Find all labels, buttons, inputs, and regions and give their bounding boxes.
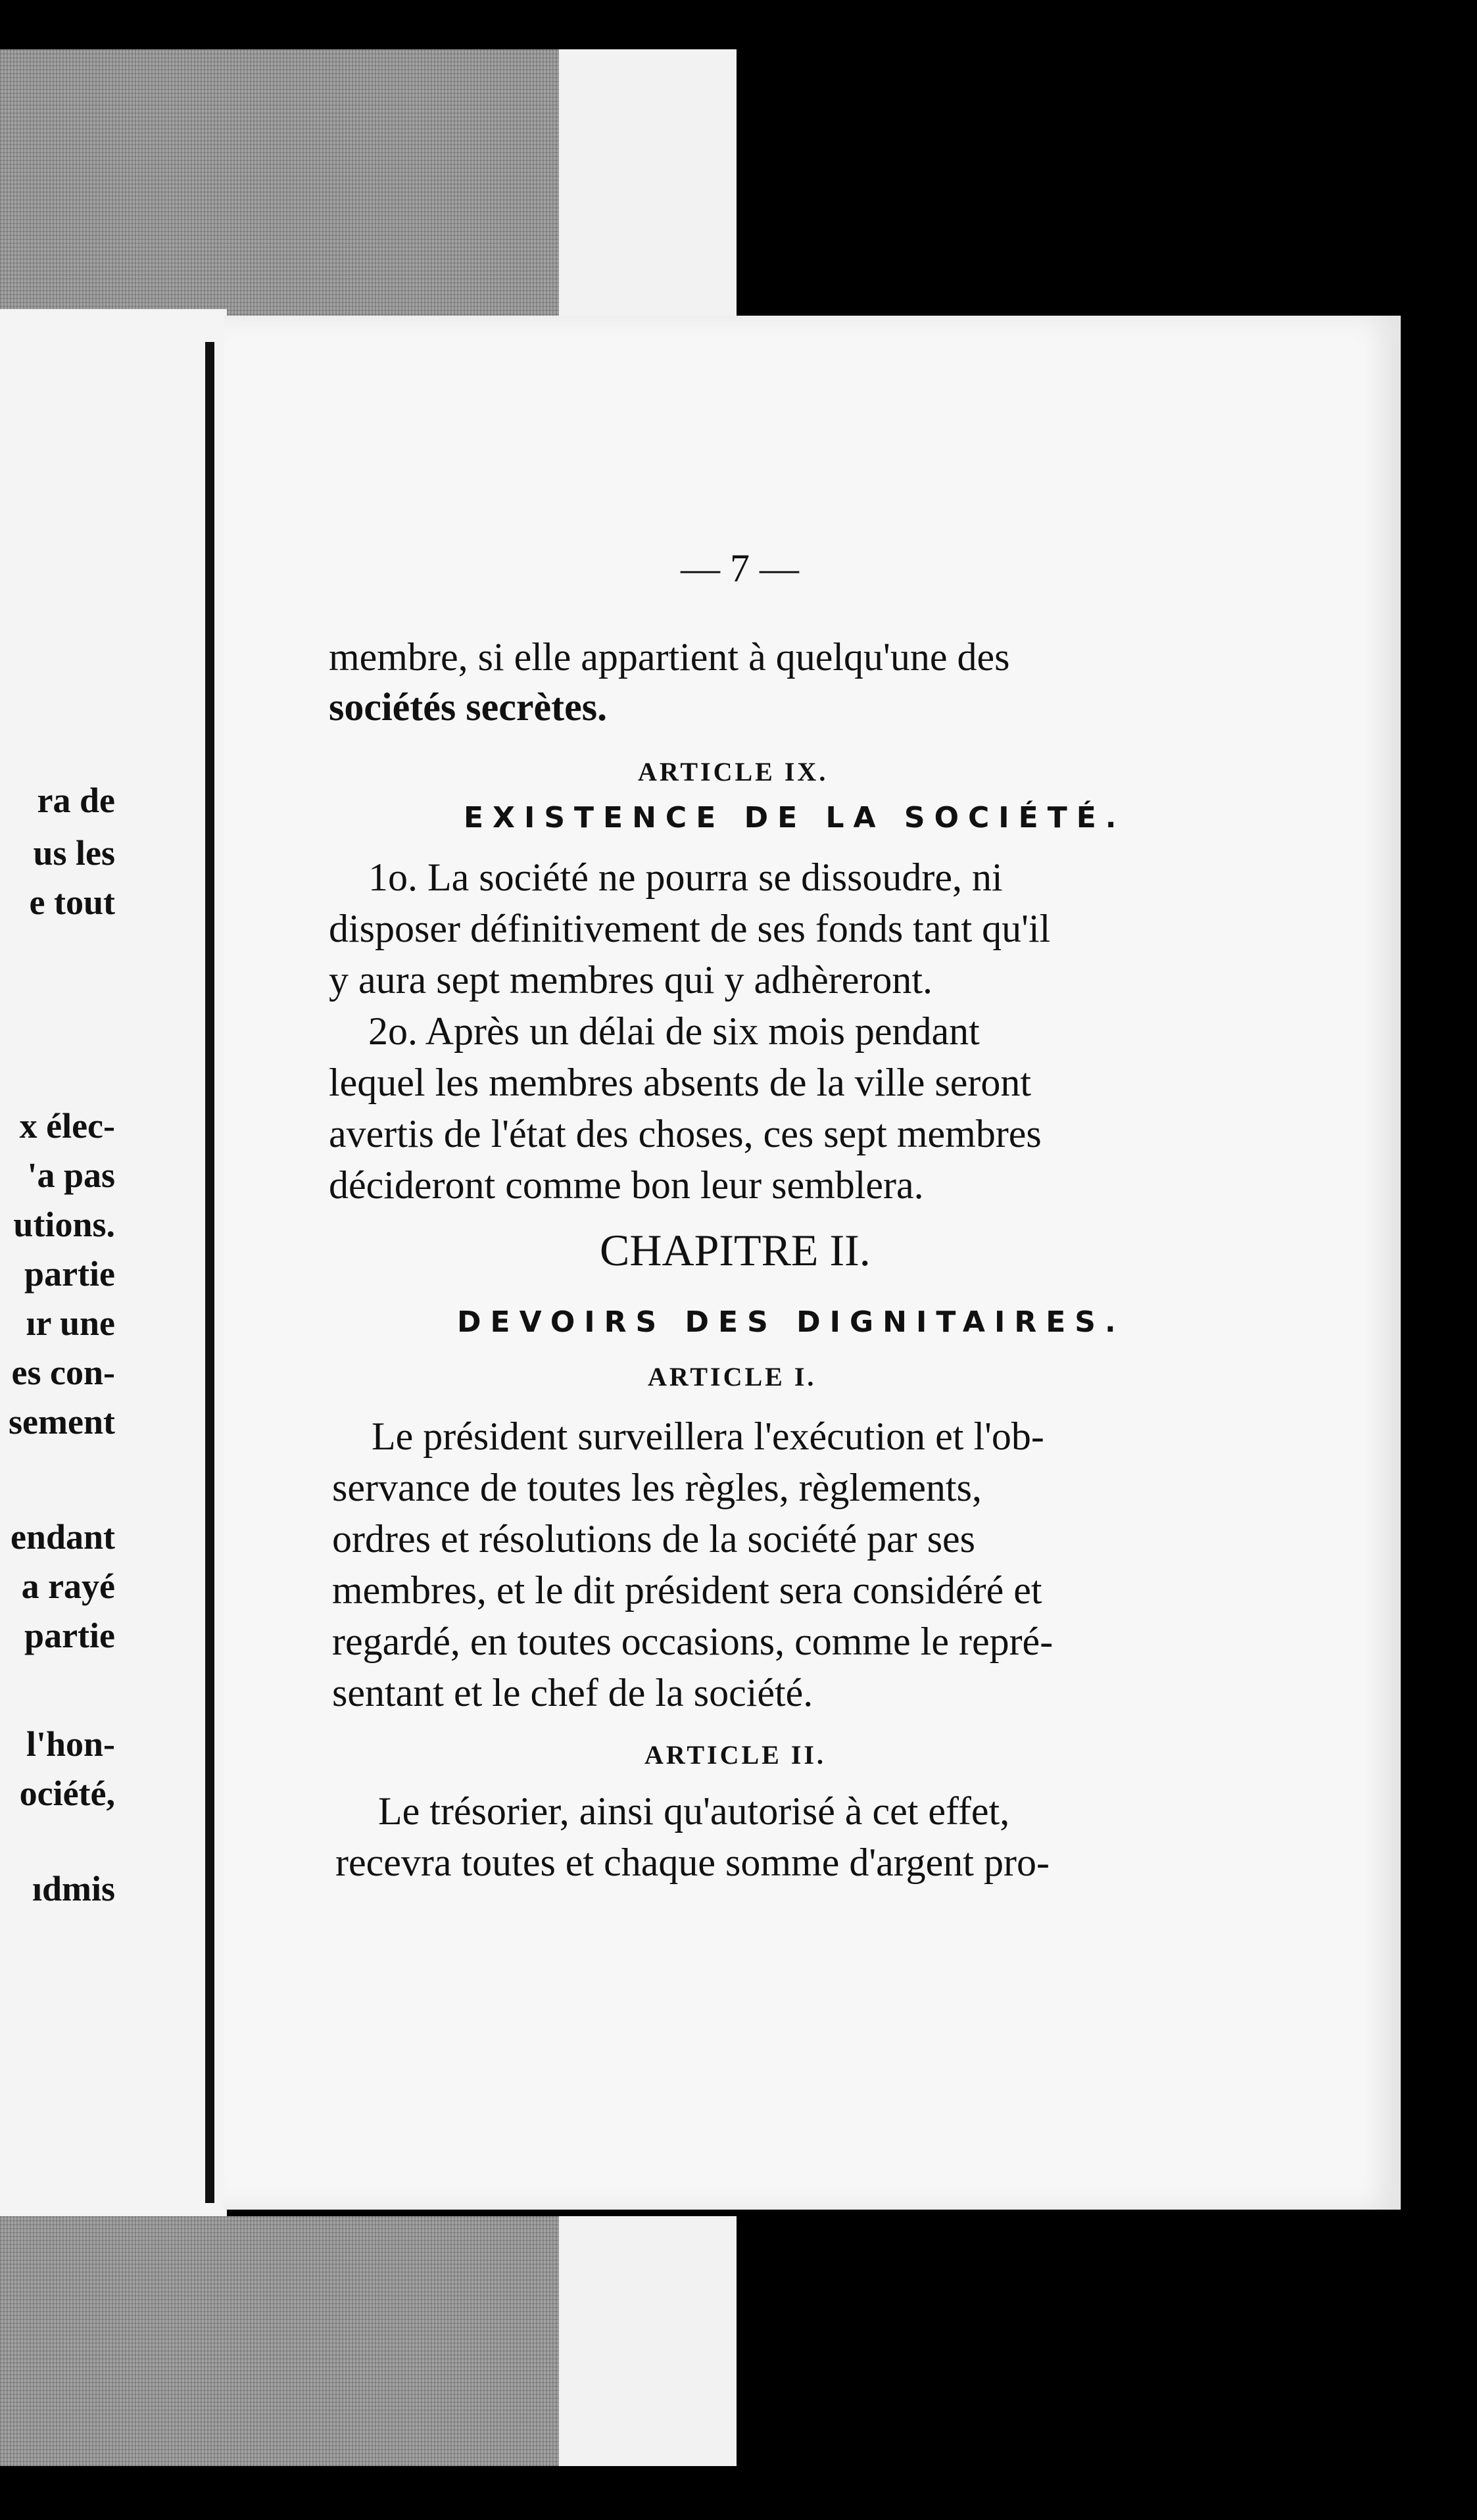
- bottom-fabric-strip: [0, 2216, 737, 2466]
- chapter-heading: DEVOIRS DES DIGNITAIRES.: [457, 1305, 1125, 1339]
- prev-line: es con-: [11, 1353, 115, 1392]
- prev-line: ra de: [37, 781, 115, 820]
- prev-line: ociété,: [19, 1774, 115, 1813]
- chapter-title: CHAPITRE II.: [600, 1225, 871, 1275]
- paragraph-line: membres, et le dit président sera considéré et: [332, 1568, 1042, 1612]
- prev-line: x élec-: [19, 1106, 115, 1146]
- paragraph-line: recevra toutes et chaque somme d'argent pro-: [335, 1841, 1050, 1884]
- paper-edge: [559, 2216, 737, 2466]
- paper-edge: [559, 49, 737, 358]
- continuation-line: membre, si elle appartient à quelqu'une des: [329, 635, 1010, 679]
- article-title: ARTICLE I.: [648, 1362, 817, 1392]
- prev-line: a rayé: [21, 1566, 115, 1606]
- prev-line: e tout: [29, 883, 115, 922]
- paragraph-line: 2o. Après un délai de six mois pendant: [368, 1009, 980, 1053]
- article-title: ARTICLE II.: [644, 1740, 826, 1770]
- binding-gutter: [205, 342, 214, 2203]
- continuation-line: sociétés secrètes.: [329, 685, 608, 729]
- prev-line: ır une: [26, 1303, 115, 1343]
- article-heading: EXISTENCE DE LA SOCIÉTÉ.: [464, 801, 1126, 835]
- prev-line: endant: [10, 1517, 115, 1557]
- paragraph-line: Le trésorier, ainsi qu'autorisé à cet effet,: [378, 1789, 1010, 1833]
- paragraph-line: lequel les membres absents de la ville seront: [329, 1061, 1032, 1104]
- paragraph-line: y aura sept membres qui y adhèreront.: [329, 958, 933, 1002]
- paragraph-line: regardé, en toutes occasions, comme le repré-: [332, 1620, 1053, 1663]
- article-title: ARTICLE IX.: [638, 757, 829, 787]
- prev-line: us les: [33, 833, 115, 873]
- prev-line: utions.: [13, 1205, 115, 1244]
- prev-line: partie: [24, 1254, 115, 1294]
- prev-line: 'a pas: [27, 1155, 115, 1195]
- prev-line: partie: [24, 1616, 115, 1655]
- prev-line: ıdmis: [32, 1869, 115, 1908]
- paragraph-line: ordres et résolutions de la société par ses: [332, 1517, 976, 1561]
- paragraph-line: disposer définitivement de ses fonds tant qu'il: [329, 907, 1051, 950]
- paragraph-line: servance de toutes les règles, règlements,: [332, 1466, 982, 1509]
- paragraph-line: Le président surveillera l'exécution et l'ob-: [372, 1415, 1044, 1458]
- prev-line: l'hon-: [26, 1724, 115, 1764]
- paragraph-line: 1o. La société ne pourra se dissoudre, ni: [368, 856, 1003, 899]
- paragraph-line: sentant et le chef de la société.: [332, 1671, 813, 1714]
- prev-line: sement: [9, 1402, 115, 1442]
- previous-page: [0, 309, 227, 2216]
- paragraph-line: avertis de l'état des choses, ces sept membres: [329, 1112, 1042, 1155]
- paragraph-line: décideront comme bon leur semblera.: [329, 1163, 924, 1207]
- page-number: — 7 —: [681, 546, 799, 590]
